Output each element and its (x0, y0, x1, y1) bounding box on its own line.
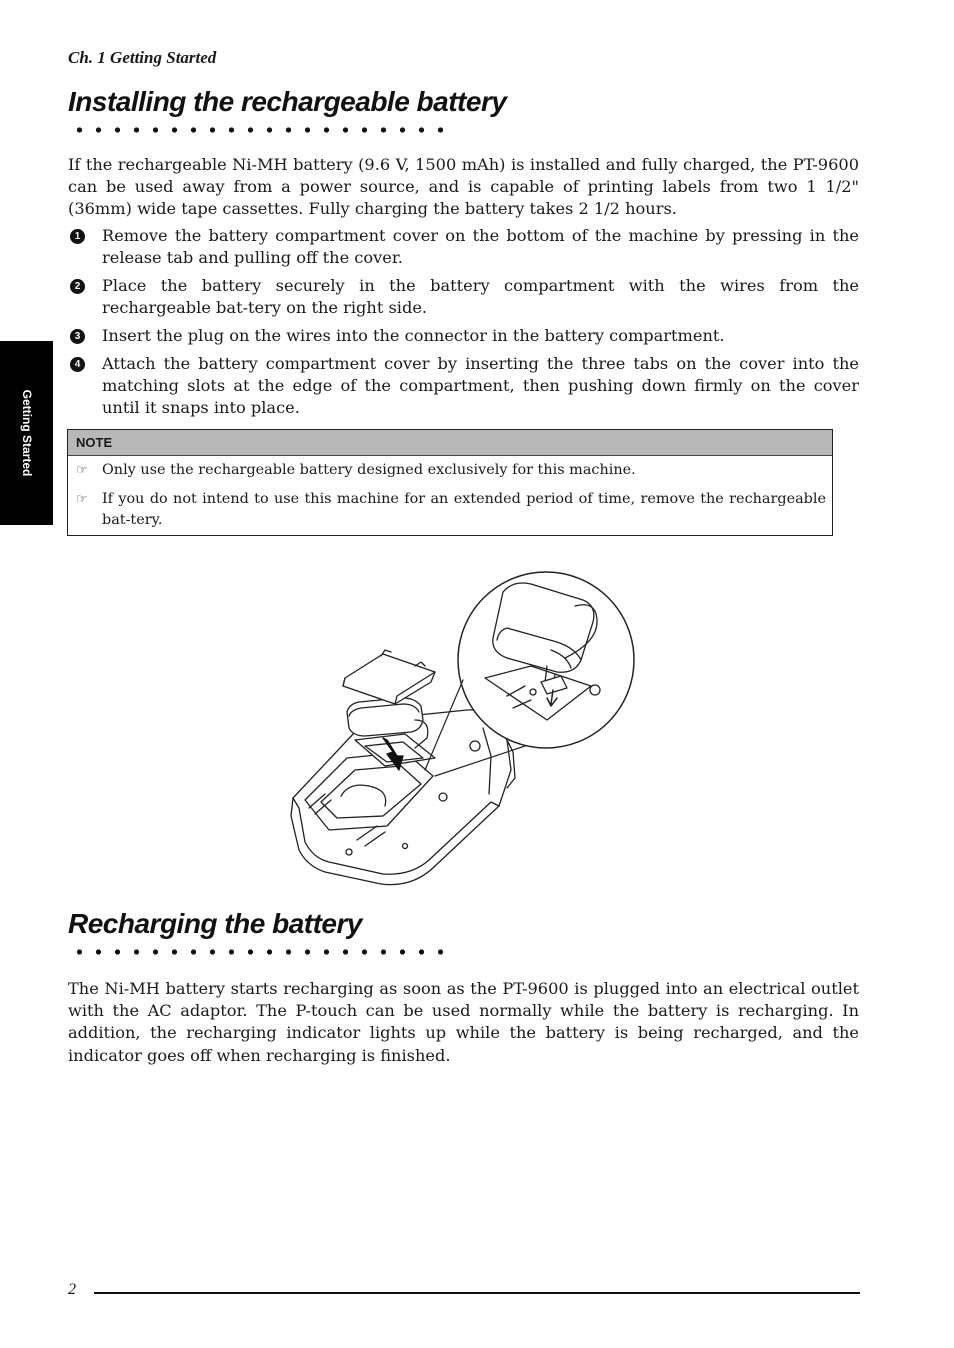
page-number: 2 (68, 1281, 76, 1298)
step-text: Attach the battery compartment cover by inserting the three tabs on the cover into the matching slots at the edge of the compartment, then pushing down firmly on the cover until it snaps into place. (102, 354, 859, 418)
step-number: 1 (70, 229, 85, 244)
pointing-hand-icon: ☞ (76, 492, 88, 507)
side-tab-label: Getting Started (19, 389, 34, 477)
intro-paragraph: If the rechargeable Ni-MH battery (9.6 V, 1500 mAh) is installed and fully charged, the PT-9600 can be used away from a power source, and is capable of printing labels from two 1 1/2" (36mm) wide tape cassettes. Fully charging the battery takes 2 1/2 hours. (68, 155, 859, 219)
section-title-recharging: Recharging the battery (68, 908, 362, 939)
step-2 (68, 275, 859, 319)
note-text: If you do not intend to use this machine for an extended period of time, remove the rechargeable bat-tery. (102, 491, 826, 528)
chapter-header: Ch. 1 Getting Started (68, 48, 217, 67)
step-number: 3 (70, 329, 85, 344)
title-dots-divider (70, 125, 450, 135)
side-tab (0, 341, 53, 525)
note-heading: NOTE (68, 430, 832, 456)
step-3 (68, 325, 859, 347)
note-text: Only use the rechargeable battery designed exclusively for this machine. (102, 462, 636, 478)
step-number: 4 (70, 357, 85, 372)
step-1 (68, 225, 859, 269)
section-title-installing: Installing the rechargeable battery (68, 86, 507, 117)
step-text: Place the battery securely in the battery compartment with the wires from the rechargeable bat-tery on the right side. (102, 276, 859, 318)
footer-rule (94, 1292, 860, 1294)
note-box (67, 429, 833, 536)
step-text: Remove the battery compartment cover on the bottom of the machine by pressing in the release tab and pulling off the cover. (102, 226, 859, 268)
recharging-paragraph: The Ni-MH battery starts recharging as soon as the PT-9600 is plugged into an electrical outlet with the AC adaptor. The P-touch can be used normally while the battery is recharging. In addition, the recharging indicator lights up while the battery is being recharged, and the indicator goes off when recharging is finished. (68, 979, 859, 1065)
note-item (68, 460, 832, 481)
step-text: Insert the plug on the wires into the connector in the battery compartment. (102, 326, 725, 345)
title-dots-divider (70, 947, 450, 957)
step-number: 2 (70, 279, 85, 294)
pointing-hand-icon: ☞ (76, 463, 88, 478)
step-4 (68, 353, 859, 420)
note-item (68, 489, 832, 531)
battery-installation-illustration (285, 570, 640, 890)
